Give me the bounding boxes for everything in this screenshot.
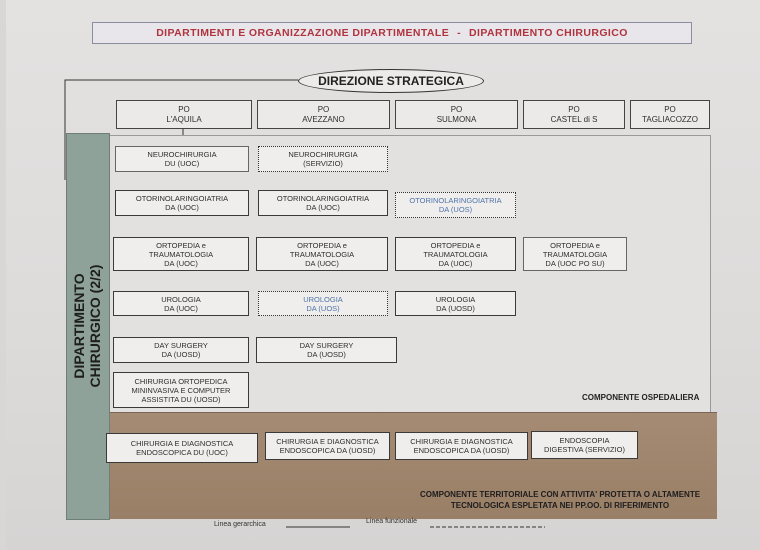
unit-urologia-su <box>395 291 516 316</box>
sidebar-line-1: DIPARTIMENTO <box>71 273 87 379</box>
unit-neurochirurgia-av <box>258 146 388 172</box>
unit-line: NEUROCHIRURGIA <box>288 150 358 159</box>
po-label: PO <box>317 104 330 114</box>
po-avezzano <box>257 100 390 129</box>
unit-chirurgia-ortopedica <box>113 372 249 408</box>
unit-line: DA (UOC) <box>164 258 198 268</box>
po-name: SULMONA <box>436 114 477 124</box>
unit-line: ENDOSCOPIA <box>559 436 610 445</box>
unit-line: DA (UOSD) <box>307 350 346 359</box>
unit-line: NEUROCHIRURGIA <box>147 150 217 159</box>
unit-endoscopica-aq <box>106 433 258 463</box>
unit-endoscopia-digestiva <box>531 431 638 459</box>
title-left: DIPARTIMENTI E ORGANIZZAZIONE DIPARTIMENTALE <box>156 27 450 39</box>
unit-line: DA (UOC) <box>305 258 339 268</box>
unit-ortopedia-cds <box>523 237 627 271</box>
unit-line: ENDOSCOPICA DA (UOSD) <box>413 446 510 455</box>
unit-day-surgery-av <box>256 337 397 363</box>
po-name: CASTEL di S <box>550 114 598 124</box>
po-label: PO <box>664 104 676 114</box>
unit-otorino-aq <box>115 190 249 216</box>
unit-otorino-su <box>395 192 516 218</box>
unit-line: CHIRURGIA E DIAGNOSTICA <box>410 437 513 446</box>
po-label: PO <box>568 104 580 114</box>
unit-line: TRAUMATOLOGIA <box>148 249 214 259</box>
po-name: AVEZZANO <box>302 114 345 124</box>
unit-line: DA (UOC) <box>438 258 473 268</box>
po-castel-di-sangro <box>523 100 625 129</box>
componente-territoriale-label <box>380 489 740 511</box>
territoriale-line-1: COMPONENTE TERRITORIALE CON ATTIVITA' PROTETTA O ALTAMENTE <box>419 490 701 499</box>
unit-line: (SERVIZIO) <box>303 159 343 168</box>
unit-day-surgery-aq <box>113 337 249 363</box>
unit-endoscopica-av <box>265 432 390 460</box>
po-name: TAGLIACOZZO <box>642 114 698 124</box>
unit-line: UROLOGIA <box>303 294 343 304</box>
unit-line: DAY SURGERY <box>299 341 354 350</box>
unit-line: TRAUMATOLOGIA <box>542 249 608 259</box>
unit-ortopedia-av <box>256 237 388 271</box>
sidebar-label <box>71 265 103 388</box>
unit-line: TRAUMATOLOGIA <box>289 249 355 259</box>
po-tagliacozzo <box>630 100 710 129</box>
unit-line: DA (UOC PO SU) <box>545 258 605 268</box>
legend-funzionale: Linea funzionale <box>366 518 417 525</box>
unit-line: DIGESTIVA (SERVIZIO) <box>544 445 625 454</box>
territoriale-line-2: TECNOLOGICA ESPLETATA NEI PP.OO. DI RIFERIMENTO <box>450 501 670 510</box>
unit-line: DA (UOS) <box>306 303 340 313</box>
unit-line: CHIRURGIA E DIAGNOSTICA <box>130 439 234 448</box>
unit-line: ENDOSCOPICA DU (UOC) <box>136 448 228 457</box>
unit-line: OTORINOLARINGOIATRIA <box>276 194 370 203</box>
unit-line: DA (UOC) <box>306 203 340 212</box>
unit-line: DA (UOSD) <box>436 303 475 313</box>
componente-ospedaliera-label: COMPONENTE OSPEDALIERA <box>582 393 700 402</box>
title-right: DIPARTIMENTO CHIRURGICO <box>469 27 628 39</box>
unit-line: ORTOPEDIA e <box>430 240 481 250</box>
po-name: L'AQUILA <box>166 114 202 124</box>
po-laquila <box>116 100 252 129</box>
unit-line: ASSISTITA DU (UOSD) <box>141 394 221 404</box>
unit-line: CHIRURGIA E DIAGNOSTICA <box>276 437 379 446</box>
unit-line: UROLOGIA <box>161 294 201 304</box>
unit-ortopedia-su <box>395 237 516 271</box>
po-label: PO <box>450 104 463 114</box>
unit-line: TRAUMATOLOGIA <box>423 249 488 259</box>
unit-otorino-av <box>258 190 388 216</box>
unit-line: CHIRURGIA ORTOPEDICA <box>134 376 228 386</box>
unit-line: DA (UOS) <box>438 205 473 214</box>
unit-endoscopica-su <box>395 432 528 460</box>
legend-gerarchica: Linea gerarchica <box>214 521 266 528</box>
direzione-strategica-node: DIREZIONE STRATEGICA <box>298 69 484 93</box>
unit-line: DA (UOSD) <box>161 350 201 359</box>
unit-line: DU (UOC) <box>164 159 200 168</box>
unit-line: DA (UOC) <box>164 303 198 313</box>
title-separator: - <box>457 27 462 39</box>
unit-line: UROLOGIA <box>435 294 476 304</box>
po-sulmona <box>395 100 518 129</box>
unit-line: ORTOPEDIA e <box>156 240 206 250</box>
unit-line: ORTOPEDIA e <box>297 240 347 250</box>
po-label: PO <box>178 104 190 114</box>
unit-urologia-aq <box>113 291 249 316</box>
unit-line: ORTOPEDIA e <box>550 240 600 250</box>
unit-ortopedia-aq <box>113 237 249 271</box>
unit-neurochirurgia-aq <box>115 146 249 172</box>
unit-line: DA (UOC) <box>165 203 199 212</box>
sidebar-line-2: CHIRURGICO (2/2) <box>87 264 103 388</box>
unit-line: OTORINOLARINGOIATRIA <box>135 194 229 203</box>
unit-line: MININVASIVA E COMPUTER <box>131 385 231 395</box>
unit-urologia-av <box>258 291 388 316</box>
unit-line: ENDOSCOPICA DA (UOSD) <box>279 446 376 455</box>
unit-line: DAY SURGERY <box>154 341 208 350</box>
unit-line: OTORINOLARINGOIATRIA <box>409 196 502 205</box>
